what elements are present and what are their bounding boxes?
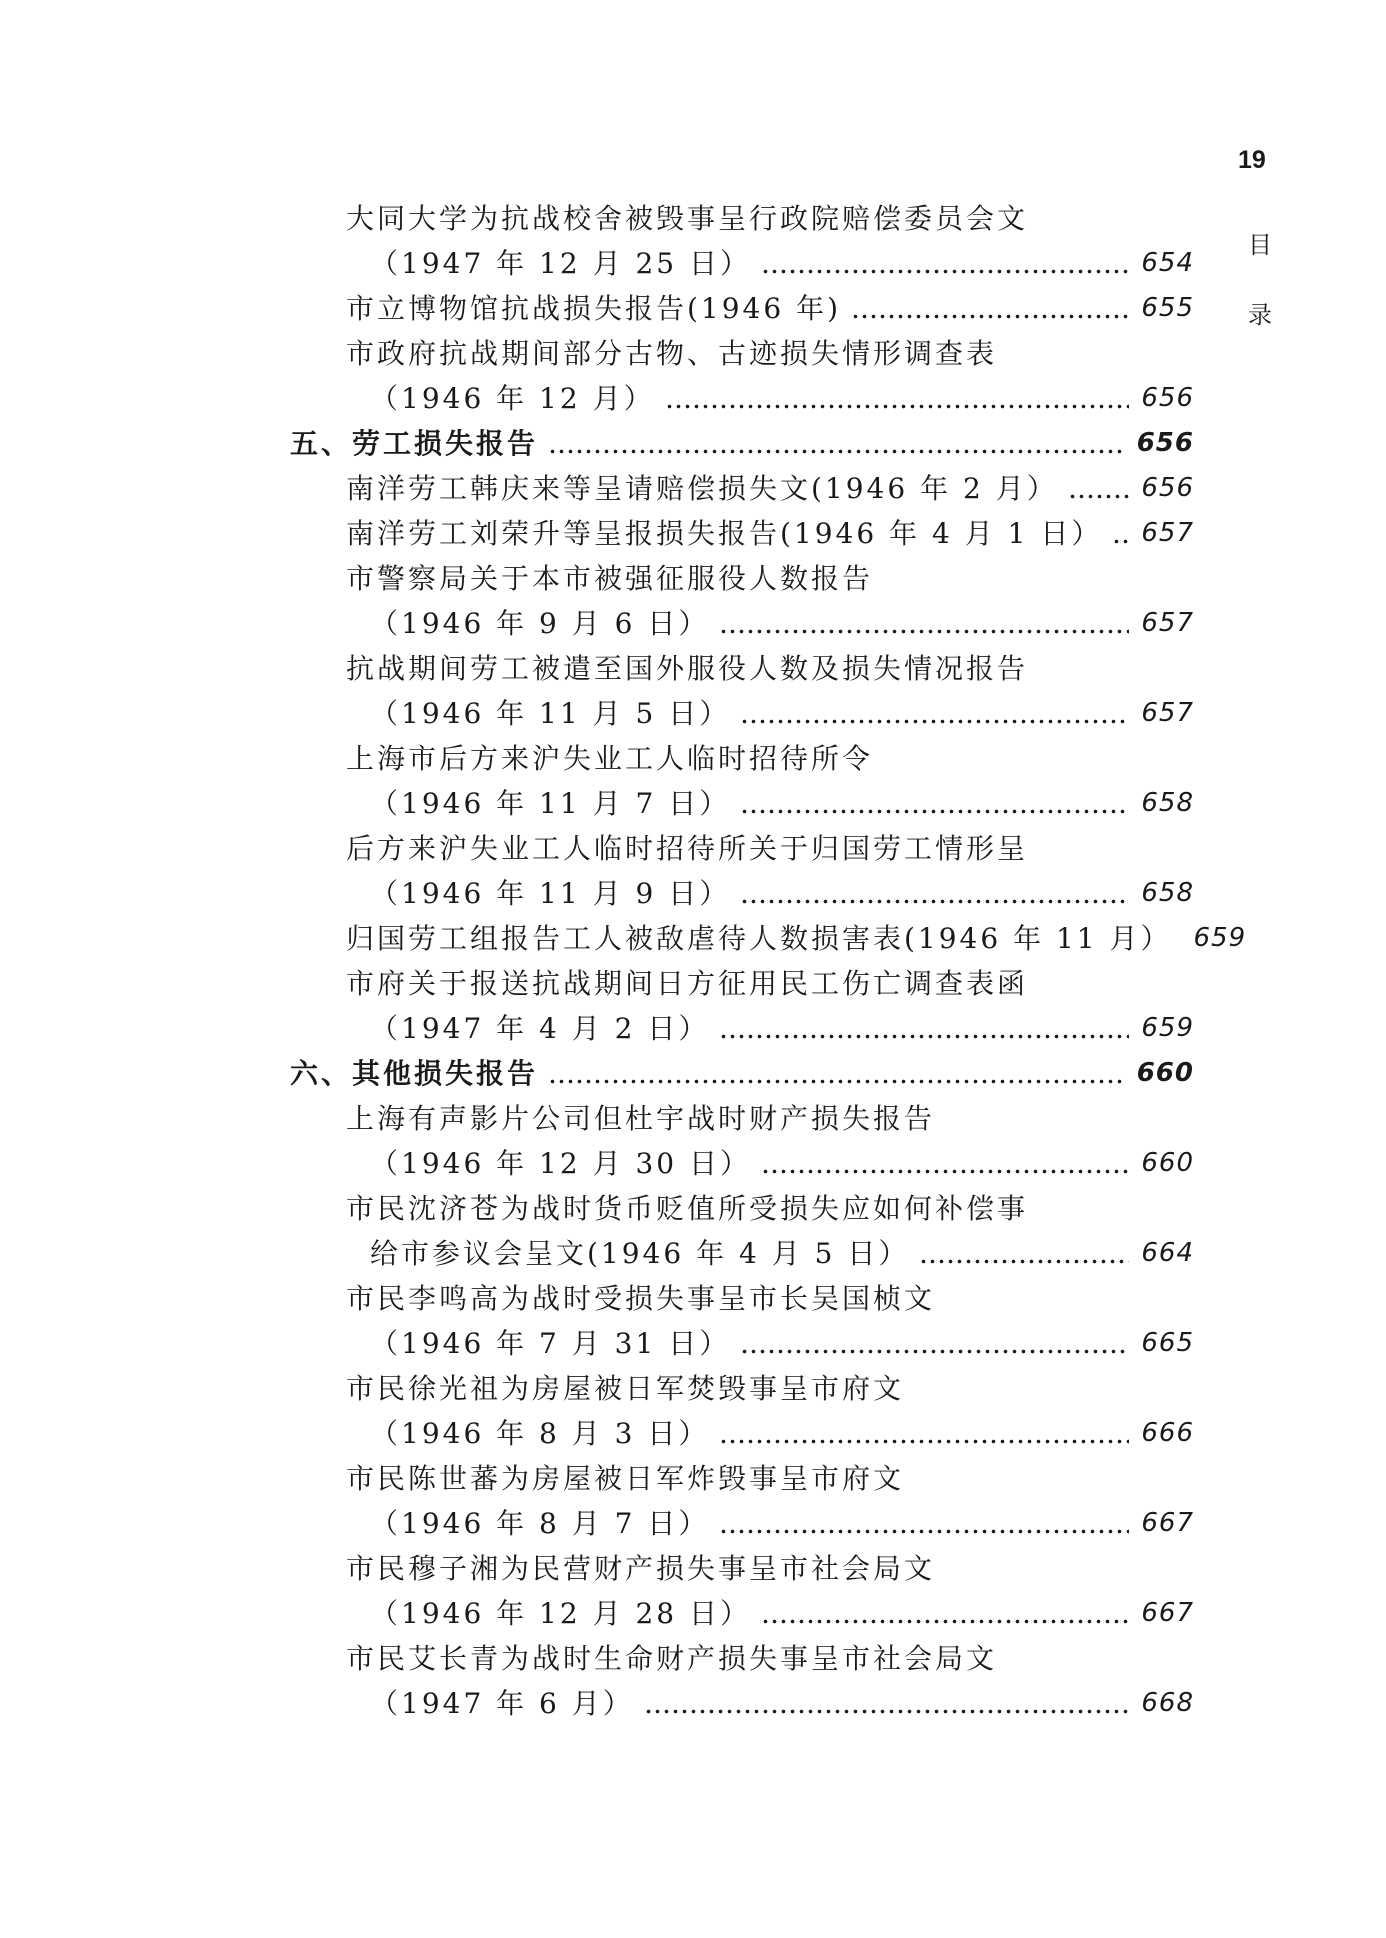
toc-entry-title: 市民艾长青为战时生命财产损失事呈市社会局文 xyxy=(346,1642,998,1675)
toc-entry[interactable] xyxy=(346,1366,1194,1411)
toc-entry[interactable] xyxy=(370,601,1194,646)
leader-dots xyxy=(740,781,1129,826)
toc-page-number: 659 xyxy=(1141,1013,1194,1043)
leader-dots xyxy=(761,1141,1129,1186)
toc-page-number: 667 xyxy=(1141,1598,1194,1628)
toc-entry-title: （1946 年 11 月 9 日） xyxy=(370,877,731,910)
toc-entry[interactable] xyxy=(370,1591,1194,1636)
leader-dots xyxy=(919,1231,1129,1276)
toc-entry[interactable] xyxy=(370,1231,1194,1276)
toc-entry-title: 市民李鸣高为战时受损失事呈市长吴国桢文 xyxy=(346,1282,936,1315)
toc-entry-title: 南洋劳工刘荣升等呈报损失报告(1946 年 4 月 1 日） xyxy=(346,517,1103,550)
toc-entry[interactable] xyxy=(346,331,1194,376)
toc-page-number: 657 xyxy=(1141,518,1194,548)
toc-entry-title: 上海市后方来沪失业工人临时招待所令 xyxy=(346,742,874,775)
page-number: 19 xyxy=(1238,146,1266,174)
toc-entry[interactable] xyxy=(370,1141,1194,1186)
toc-entry[interactable] xyxy=(370,376,1194,421)
toc-entry[interactable] xyxy=(370,871,1194,916)
toc-entry[interactable] xyxy=(370,1411,1194,1456)
toc-entry[interactable] xyxy=(346,286,1194,331)
leader-dots xyxy=(644,1681,1130,1726)
leader-dots xyxy=(665,376,1130,421)
toc-entry-title: 市府关于报送抗战期间日方征用民工伤亡调查表函 xyxy=(346,967,1029,1000)
toc-entry-title: 后方来沪失业工人临时招待所关于归国劳工情形呈 xyxy=(346,832,1029,865)
toc-page-number: 657 xyxy=(1141,698,1194,728)
toc-page-number: 665 xyxy=(1141,1328,1194,1358)
toc-entry-title: （1947 年 4 月 2 日） xyxy=(370,1012,710,1045)
leader-dots xyxy=(1112,511,1129,556)
toc-entry[interactable] xyxy=(346,196,1194,241)
toc-page-number: 656 xyxy=(1136,428,1194,458)
leader-dots xyxy=(761,241,1129,286)
toc-entry-title: 大同大学为抗战校舍被毁事呈行政院赔偿委员会文 xyxy=(346,202,1029,235)
toc-section-heading[interactable] xyxy=(290,421,1194,466)
leader-dots xyxy=(719,601,1129,646)
toc-entry[interactable] xyxy=(346,1276,1194,1321)
toc-entry-title: （1946 年 11 月 7 日） xyxy=(370,787,731,820)
toc-page-number: 668 xyxy=(1141,1688,1194,1718)
toc-page-number: 664 xyxy=(1141,1238,1194,1268)
toc-page-number: 655 xyxy=(1141,293,1194,323)
toc-entry[interactable] xyxy=(346,646,1194,691)
table-of-contents xyxy=(290,196,1247,1726)
toc-entry[interactable] xyxy=(370,1321,1194,1366)
toc-page-number: 660 xyxy=(1136,1058,1194,1088)
toc-entry[interactable] xyxy=(346,1186,1194,1231)
leader-dots xyxy=(719,1411,1129,1456)
toc-page-number: 660 xyxy=(1141,1148,1194,1178)
toc-entry-title: （1946 年 12 月 30 日） xyxy=(370,1147,752,1180)
toc-entry-title: （1946 年 11 月 5 日） xyxy=(370,697,731,730)
leader-dots xyxy=(761,1591,1129,1636)
toc-entry[interactable] xyxy=(346,466,1194,511)
toc-entry[interactable] xyxy=(346,916,1247,961)
toc-entry[interactable] xyxy=(370,1006,1194,1051)
leader-dots xyxy=(740,1321,1129,1366)
toc-section-heading[interactable] xyxy=(290,1051,1194,1096)
toc-entry-title: 归国劳工组报告工人被敌虐待人数损害表(1946 年 11 月） xyxy=(346,922,1172,955)
toc-entry-title: 市立博物馆抗战损失报告(1946 年) xyxy=(346,292,842,325)
toc-entry-title: 市民陈世蕃为房屋被日军炸毁事呈市府文 xyxy=(346,1462,905,1495)
toc-entry[interactable] xyxy=(370,241,1194,286)
leader-dots xyxy=(719,1006,1129,1051)
toc-page-number: 656 xyxy=(1141,383,1194,413)
toc-page-number: 656 xyxy=(1141,473,1194,503)
toc-entry-title: （1946 年 12 月 28 日） xyxy=(370,1597,752,1630)
toc-entry[interactable] xyxy=(370,1681,1194,1726)
toc-entry-title: 给市参议会呈文(1946 年 4 月 5 日） xyxy=(370,1237,910,1270)
toc-entry[interactable] xyxy=(346,961,1194,1006)
leader-dots xyxy=(740,871,1129,916)
toc-page-number: 667 xyxy=(1141,1508,1194,1538)
toc-entry-title: 上海有声影片公司但杜宇战时财产损失报告 xyxy=(346,1102,936,1135)
side-title xyxy=(1245,210,1275,350)
toc-entry-title: （1947 年 6 月） xyxy=(370,1687,634,1720)
toc-entry-title: （1946 年 8 月 3 日） xyxy=(370,1417,710,1450)
toc-page-number: 659 xyxy=(1193,923,1247,953)
toc-entry[interactable] xyxy=(346,556,1194,601)
leader-dots xyxy=(740,691,1129,736)
toc-entry-title: 南洋劳工韩庆来等呈请赔偿损失文(1946 年 2 月） xyxy=(346,472,1058,505)
toc-entry-title: 市政府抗战期间部分古物、古迹损失情形调查表 xyxy=(346,337,998,370)
toc-entry[interactable] xyxy=(346,826,1194,871)
toc-page-number: 658 xyxy=(1141,788,1194,818)
toc-page-number: 654 xyxy=(1141,248,1194,278)
toc-entry-title: （1946 年 8 月 7 日） xyxy=(370,1507,710,1540)
leader-dots xyxy=(548,421,1125,466)
toc-page-number: 666 xyxy=(1141,1418,1194,1448)
toc-entry-title: 五、劳工损失报告 xyxy=(290,427,539,460)
toc-entry-title: （1946 年 9 月 6 日） xyxy=(370,607,710,640)
leader-dots xyxy=(1068,466,1130,511)
toc-entry-title: （1947 年 12 月 25 日） xyxy=(370,247,752,280)
leader-dots xyxy=(851,286,1129,331)
leader-dots xyxy=(548,1051,1125,1096)
toc-entry[interactable] xyxy=(370,1501,1194,1546)
toc-entry-title: 市民沈济苍为战时货币贬值所受损失应如何补偿事 xyxy=(346,1192,1029,1225)
toc-entry[interactable] xyxy=(370,781,1194,826)
toc-entry[interactable] xyxy=(346,1456,1194,1501)
side-title-char: 录 xyxy=(1248,301,1272,329)
toc-entry[interactable] xyxy=(346,1636,1194,1681)
toc-entry[interactable] xyxy=(346,511,1194,556)
toc-entry-title: 市民徐光祖为房屋被日军焚毁事呈市府文 xyxy=(346,1372,905,1405)
toc-entry[interactable] xyxy=(346,1546,1194,1591)
toc-entry-title: 六、其他损失报告 xyxy=(290,1057,539,1090)
toc-entry-title: 市民穆子湘为民营财产损失事呈市社会局文 xyxy=(346,1552,936,1585)
toc-entry-title: （1946 年 12 月） xyxy=(370,382,655,415)
toc-entry[interactable] xyxy=(346,1096,1194,1141)
leader-dots xyxy=(719,1501,1129,1546)
toc-page-number: 658 xyxy=(1141,878,1194,908)
toc-entry[interactable] xyxy=(346,736,1194,781)
side-title-char: 目 xyxy=(1248,231,1272,259)
toc-entry[interactable] xyxy=(370,691,1194,736)
toc-page-number: 657 xyxy=(1141,608,1194,638)
toc-entry-title: （1946 年 7 月 31 日） xyxy=(370,1327,731,1360)
toc-entry-title: 抗战期间劳工被遣至国外服役人数及损失情况报告 xyxy=(346,652,1029,685)
toc-entry-title: 市警察局关于本市被强征服役人数报告 xyxy=(346,562,874,595)
